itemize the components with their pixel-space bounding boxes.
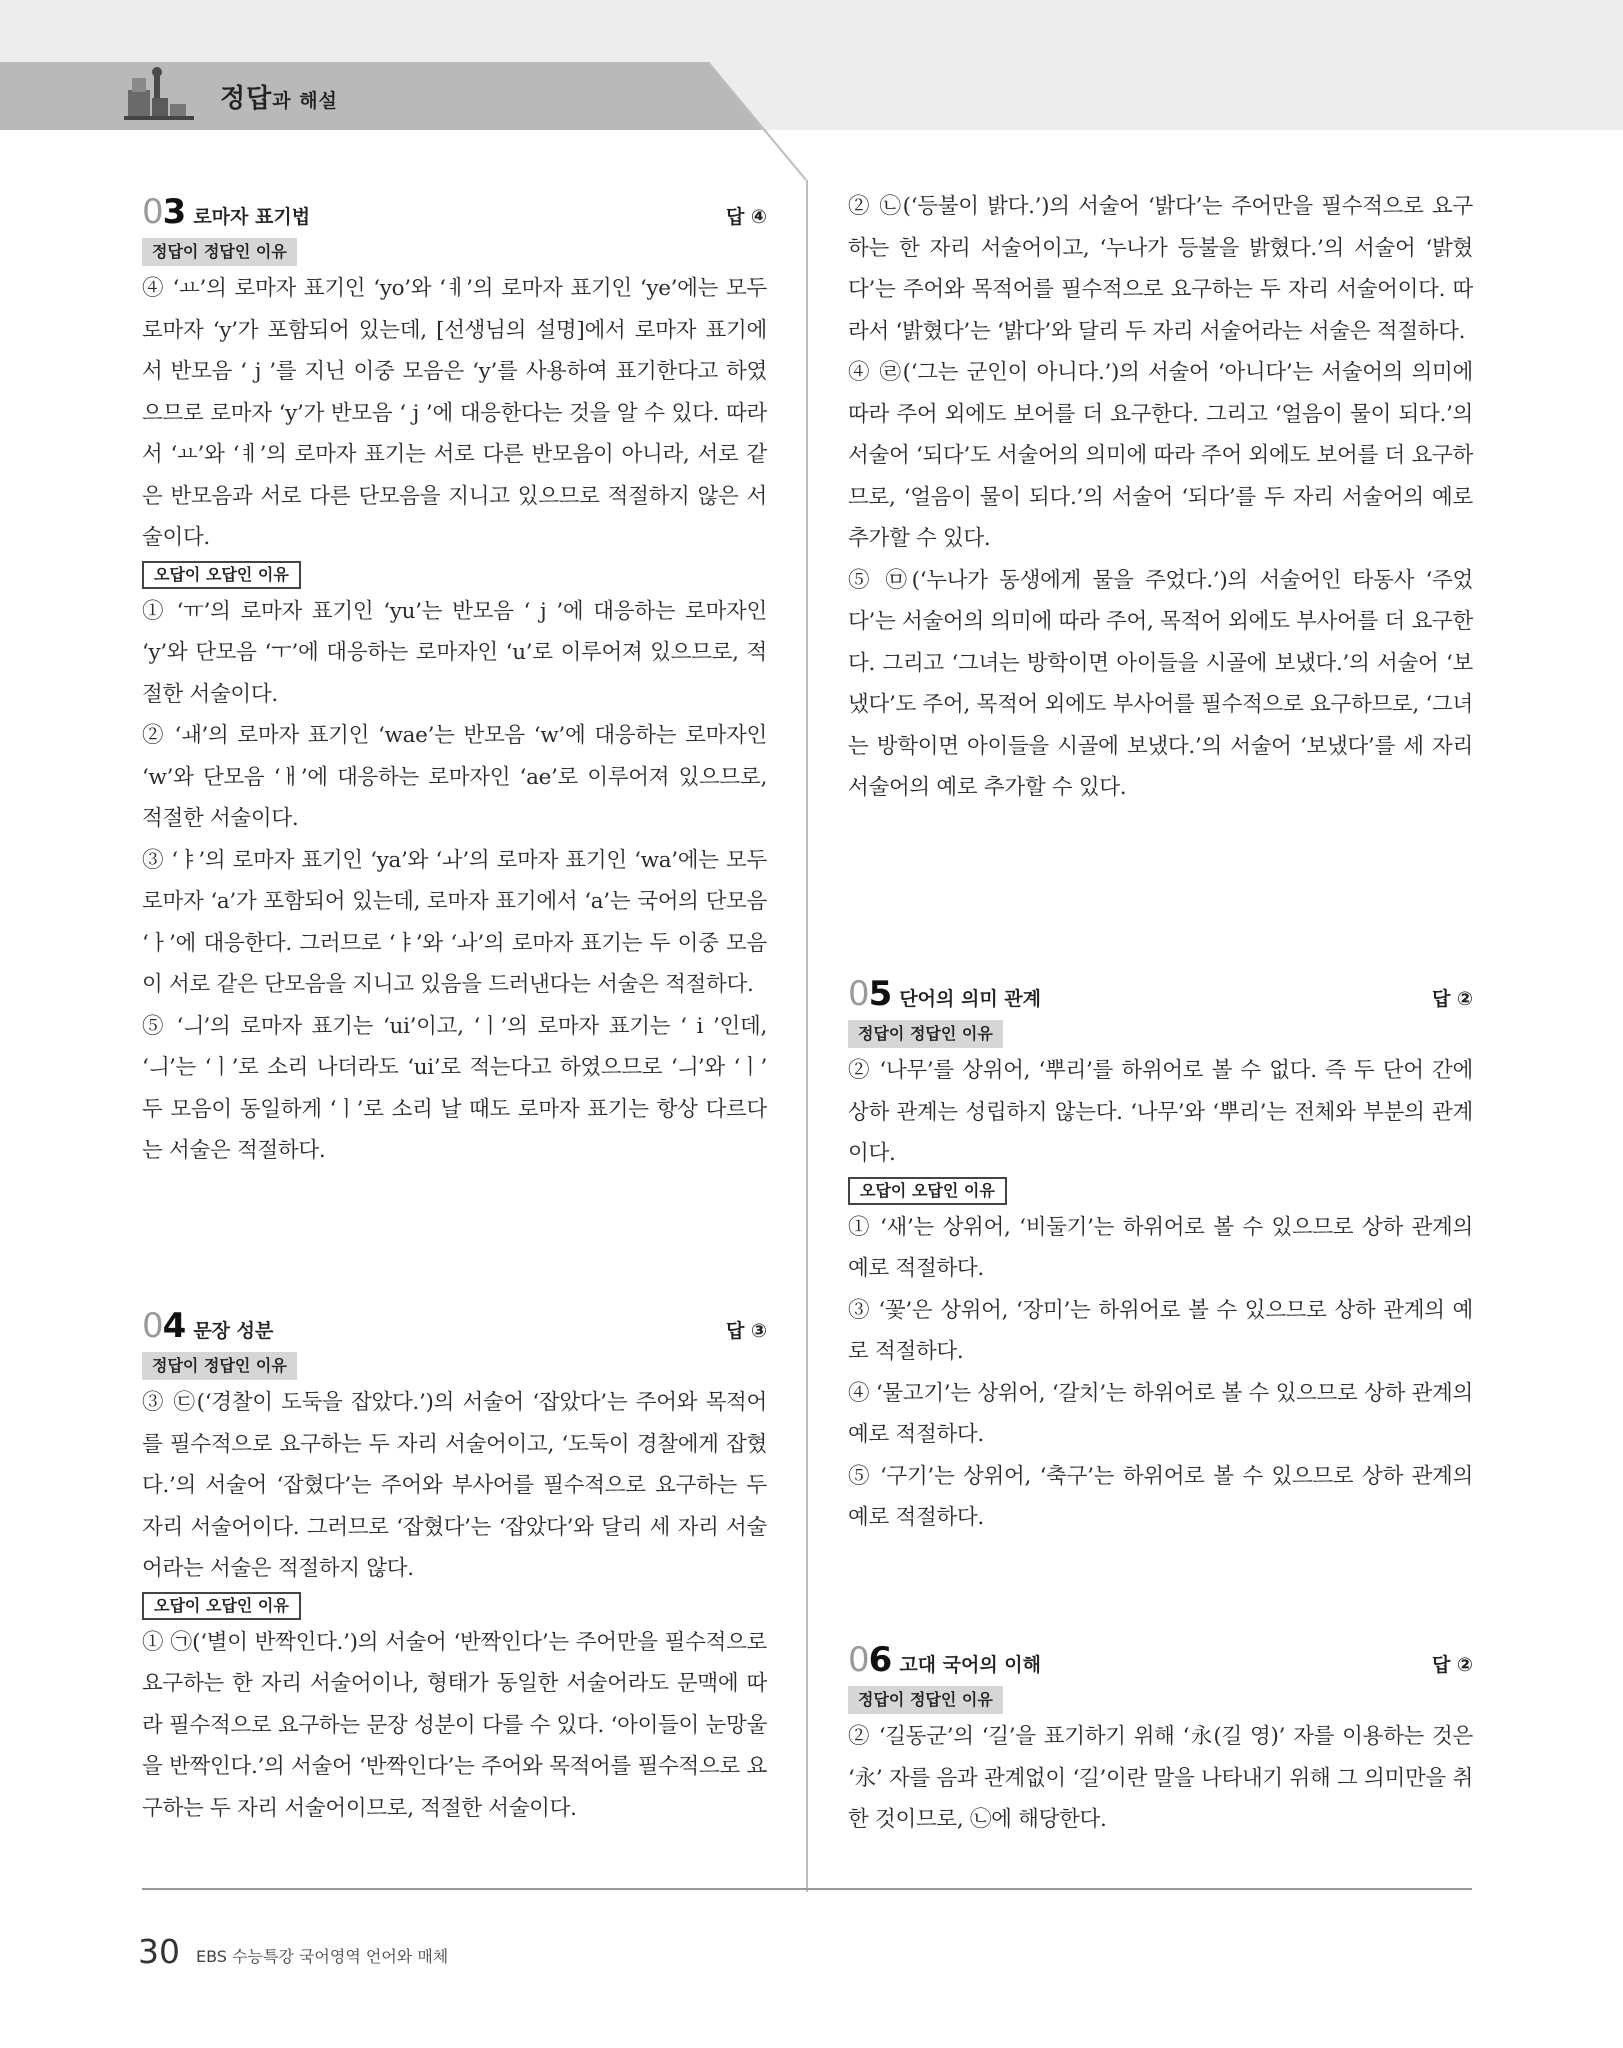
section-header [848, 974, 1473, 1014]
book-title: EBS 수능특강 국어영역 언어와 매체 [196, 1947, 449, 1966]
answer-label: 답 ② [1431, 988, 1473, 1010]
section-title: 단어의 의미 관계 [899, 988, 1042, 1010]
wrong-reason-text: ① ‘ㅠ’의 로마자 표기인 ‘yu’는 반모음 ‘ j ’에 대응하는 로마자인 ‘y’와 단모음 ‘ㅜ’에 대응하는 로마자인 ‘u’로 이루어져 있으므로, 적절한 서술이다. [142, 598, 767, 707]
wrong-reason-text: ③ ‘꽃’은 상위어, ‘장미’는 하위어로 볼 수 있으므로 상하 관계의 예로 적절하다. [848, 1297, 1473, 1364]
column-divider [806, 180, 808, 1892]
wrong-reason-text: ① ‘새’는 상위어, ‘비둘기’는 하위어로 볼 수 있으므로 상하 관계의 예로 적절하다. [848, 1214, 1473, 1281]
section-title: 문장 성분 [193, 1320, 274, 1342]
correct-reason-text: ③ ㉢(‘경찰이 도둑을 잡았다.’)의 서술어 ‘잡았다’는 주어와 목적어를 필수적으로 요구하는 두 자리 서술어이고, ‘도둑이 경찰에게 잡혔다.’의 서술어 ‘잡혔다’는 주어와 부사어를 필수적으로 요구하는 두 자리 서술어이다. 그러므로 ‘잡혔다’는 ‘잡았다’와 달리 세 자리 서술어라는 서술은 적절하지 않다. [142, 1390, 767, 1581]
wrong-reason-text: ④ ‘물고기’는 상위어, ‘갈치’는 하위어로 볼 수 있으므로 상하 관계의 예로 적절하다. [848, 1380, 1473, 1447]
section-header [142, 1306, 767, 1346]
section-06 [848, 1640, 1473, 1841]
correct-reason-badge: 정답이 정답인 이유 [142, 1352, 297, 1380]
header-title [220, 78, 338, 115]
correct-reason-text: ④ ‘ㅛ’의 로마자 표기인 ‘yo’와 ‘ㅖ’의 로마자 표기인 ‘ye’에는 모두 로마자 ‘y’가 포함되어 있는데, [선생님의 설명]에서 로마자 표기에서 반모음 ‘ j ’를 지닌 이중 모음은 ‘y’를 사용하여 표기한다고 하였으므로 로마자 ‘y’가 반모음 ‘ j ’에 대응한다는 것을 알 수 있다. 따라서 ‘ㅛ’와 ‘ㅖ’의 로마자 표기는 서로 다른 반모음이 아니라, 서로 같은 반모음과 서로 다른 단모음을 지니고 있으므로 적절하지 않은 서술이다. [142, 276, 767, 550]
section-04 [142, 1306, 767, 1829]
wrong-reason-text: ⑤ ‘ㅢ’의 로마자 표기는 ‘ui’이고, ‘ㅣ’의 로마자 표기는 ‘ i ’인데, ‘ㅢ’는 ‘ㅣ’로 소리 나더라도 ‘ui’로 적는다고 하였으므로 ‘ㅢ’와 ‘ㅣ’ 두 모음이 동일하게 ‘ㅣ’로 소리 날 때도 로마자 표기는 항상 다르다는 서술은 적절하다. [142, 1013, 767, 1163]
correct-reason-badge: 정답이 정답인 이유 [848, 1020, 1003, 1048]
header-title-sub: 과 해설 [272, 90, 338, 112]
section-05 [848, 974, 1473, 1539]
wrong-reason-text: ④ ㉣(‘그는 군인이 아니다.’)의 서술어 ‘아니다’는 서술어의 의미에 따라 주어 외에도 보어를 더 요구한다. 그리고 ‘얼음이 물이 되다.’의 서술어 ‘되다’도 서술어의 의미에 따라 주어 외에도 보어를 더 요구하므로, ‘얼음이 물이 되다.’의 서술어 ‘되다’를 두 자리 서술어의 예로 추가할 수 있다. [848, 360, 1473, 551]
section-number: 04 [142, 1306, 186, 1346]
correct-reason-badge: 정답이 정답인 이유 [848, 1686, 1003, 1714]
correct-reason-text: ② ‘나무’를 상위어, ‘뿌리’를 하위어로 볼 수 없다. 즉 두 단어 간에 상하 관계는 성립하지 않는다. ‘나무’와 ‘뿌리’는 전체와 부분의 관계이다. [848, 1058, 1473, 1166]
footer-rule [142, 1888, 1472, 1890]
wrong-reason-text: ③ ‘ㅑ’의 로마자 표기인 ‘ya’와 ‘ㅘ’의 로마자 표기인 ‘wa’에는 모두 로마자 ‘a’가 포함되어 있는데, 로마자 표기에서 ‘a’는 국어의 단모음 ‘ㅏ’에 대응한다. 그러므로 ‘ㅑ’와 ‘ㅘ’의 로마자 표기는 두 이중 모음이 서로 같은 단모음을 지니고 있음을 드러낸다는 서술은 적절하다. [142, 847, 767, 997]
section-header [848, 1640, 1473, 1680]
wrong-reason-text: ② ㉡(‘등불이 밝다.’)의 서술어 ‘밝다’는 주어만을 필수적으로 요구하는 한 자리 서술어이고, ‘누나가 등불을 밝혔다.’의 서술어 ‘밝혔다’는 주어와 목적어를 필수적으로 요구하는 두 자리 서술어이다. 따라서 ‘밝혔다’는 ‘밝다’와 달리 두 자리 서술어라는 서술은 적절하다. [848, 194, 1473, 344]
answer-label: 답 ④ [725, 206, 767, 228]
correct-reason-badge: 정답이 정답인 이유 [142, 238, 297, 266]
section-header [142, 192, 767, 232]
wrong-reason-badge: 오답이 오답인 이유 [142, 1592, 301, 1620]
answer-label: 답 ② [1431, 1654, 1473, 1676]
study-desk-icon [124, 64, 196, 126]
section-number: 03 [142, 192, 186, 232]
header-tab [0, 62, 763, 130]
section-title: 고대 국어의 이해 [899, 1654, 1042, 1676]
section-03 [142, 192, 767, 1172]
wrong-reason-badge: 오답이 오답인 이유 [142, 561, 301, 589]
page-number: 30 [138, 1932, 180, 1971]
section-number: 05 [848, 974, 892, 1014]
section-title: 로마자 표기법 [193, 206, 311, 228]
header-title-main: 정답 [220, 84, 273, 114]
wrong-reason-text: ⑤ ㉤(‘누나가 동생에게 물을 주었다.’)의 서술어인 타동사 ‘주었다’는 서술어의 의미에 따라 주어, 목적어 외에도 부사어를 더 요구한다. 그리고 ‘그녀는 방학이면 아이들을 시골에 보냈다.’의 서술어 ‘보냈다’도 주어, 목적어 외에도 부사어를 필수적으로 요구하므로, ‘그녀는 방학이면 아이들을 시골에 보냈다.’의 서술어 ‘보냈다’를 세 자리 서술어의 예로 추가할 수 있다. [848, 567, 1473, 800]
correct-reason-text: ② ‘길동군’의 ‘길’을 표기하기 위해 ‘永(길 영)’ 자를 이용하는 것은 ‘永’ 자를 음과 관계없이 ‘길’이란 말을 나타내기 위해 그 의미만을 취한 것이므로, ㉡에 해당한다. [848, 1724, 1473, 1832]
wrong-reason-badge: 오답이 오답인 이유 [848, 1177, 1007, 1205]
wrong-reason-text: ② ‘ㅙ’의 로마자 표기인 ‘wae’는 반모음 ‘w’에 대응하는 로마자인 ‘w’와 단모음 ‘ㅐ’에 대응하는 로마자인 ‘ae’로 이루어져 있으므로, 적절한 서술이다. [142, 723, 767, 831]
wrong-reason-text: ⑤ ‘구기’는 상위어, ‘축구’는 하위어로 볼 수 있으므로 상하 관계의 예로 적절하다. [848, 1463, 1473, 1530]
wrong-reason-text: ① ㉠(‘별이 반짝인다.’)의 서술어 ‘반짝인다’는 주어만을 필수적으로 요구하는 한 자리 서술어이나, 형태가 동일한 서술어라도 문맥에 따라 필수적으로 요구하는 문장 성분이 다를 수 있다. ‘아이들이 눈망울을 반짝인다.’의 서술어 ‘반짝인다’는 주어와 목적어를 필수적으로 요구하는 두 자리 서술어이므로, 적절한 서술이다. [142, 1629, 767, 1821]
answer-label: 답 ③ [725, 1320, 767, 1342]
section-04-continued [848, 186, 1473, 809]
section-number: 06 [848, 1640, 892, 1680]
